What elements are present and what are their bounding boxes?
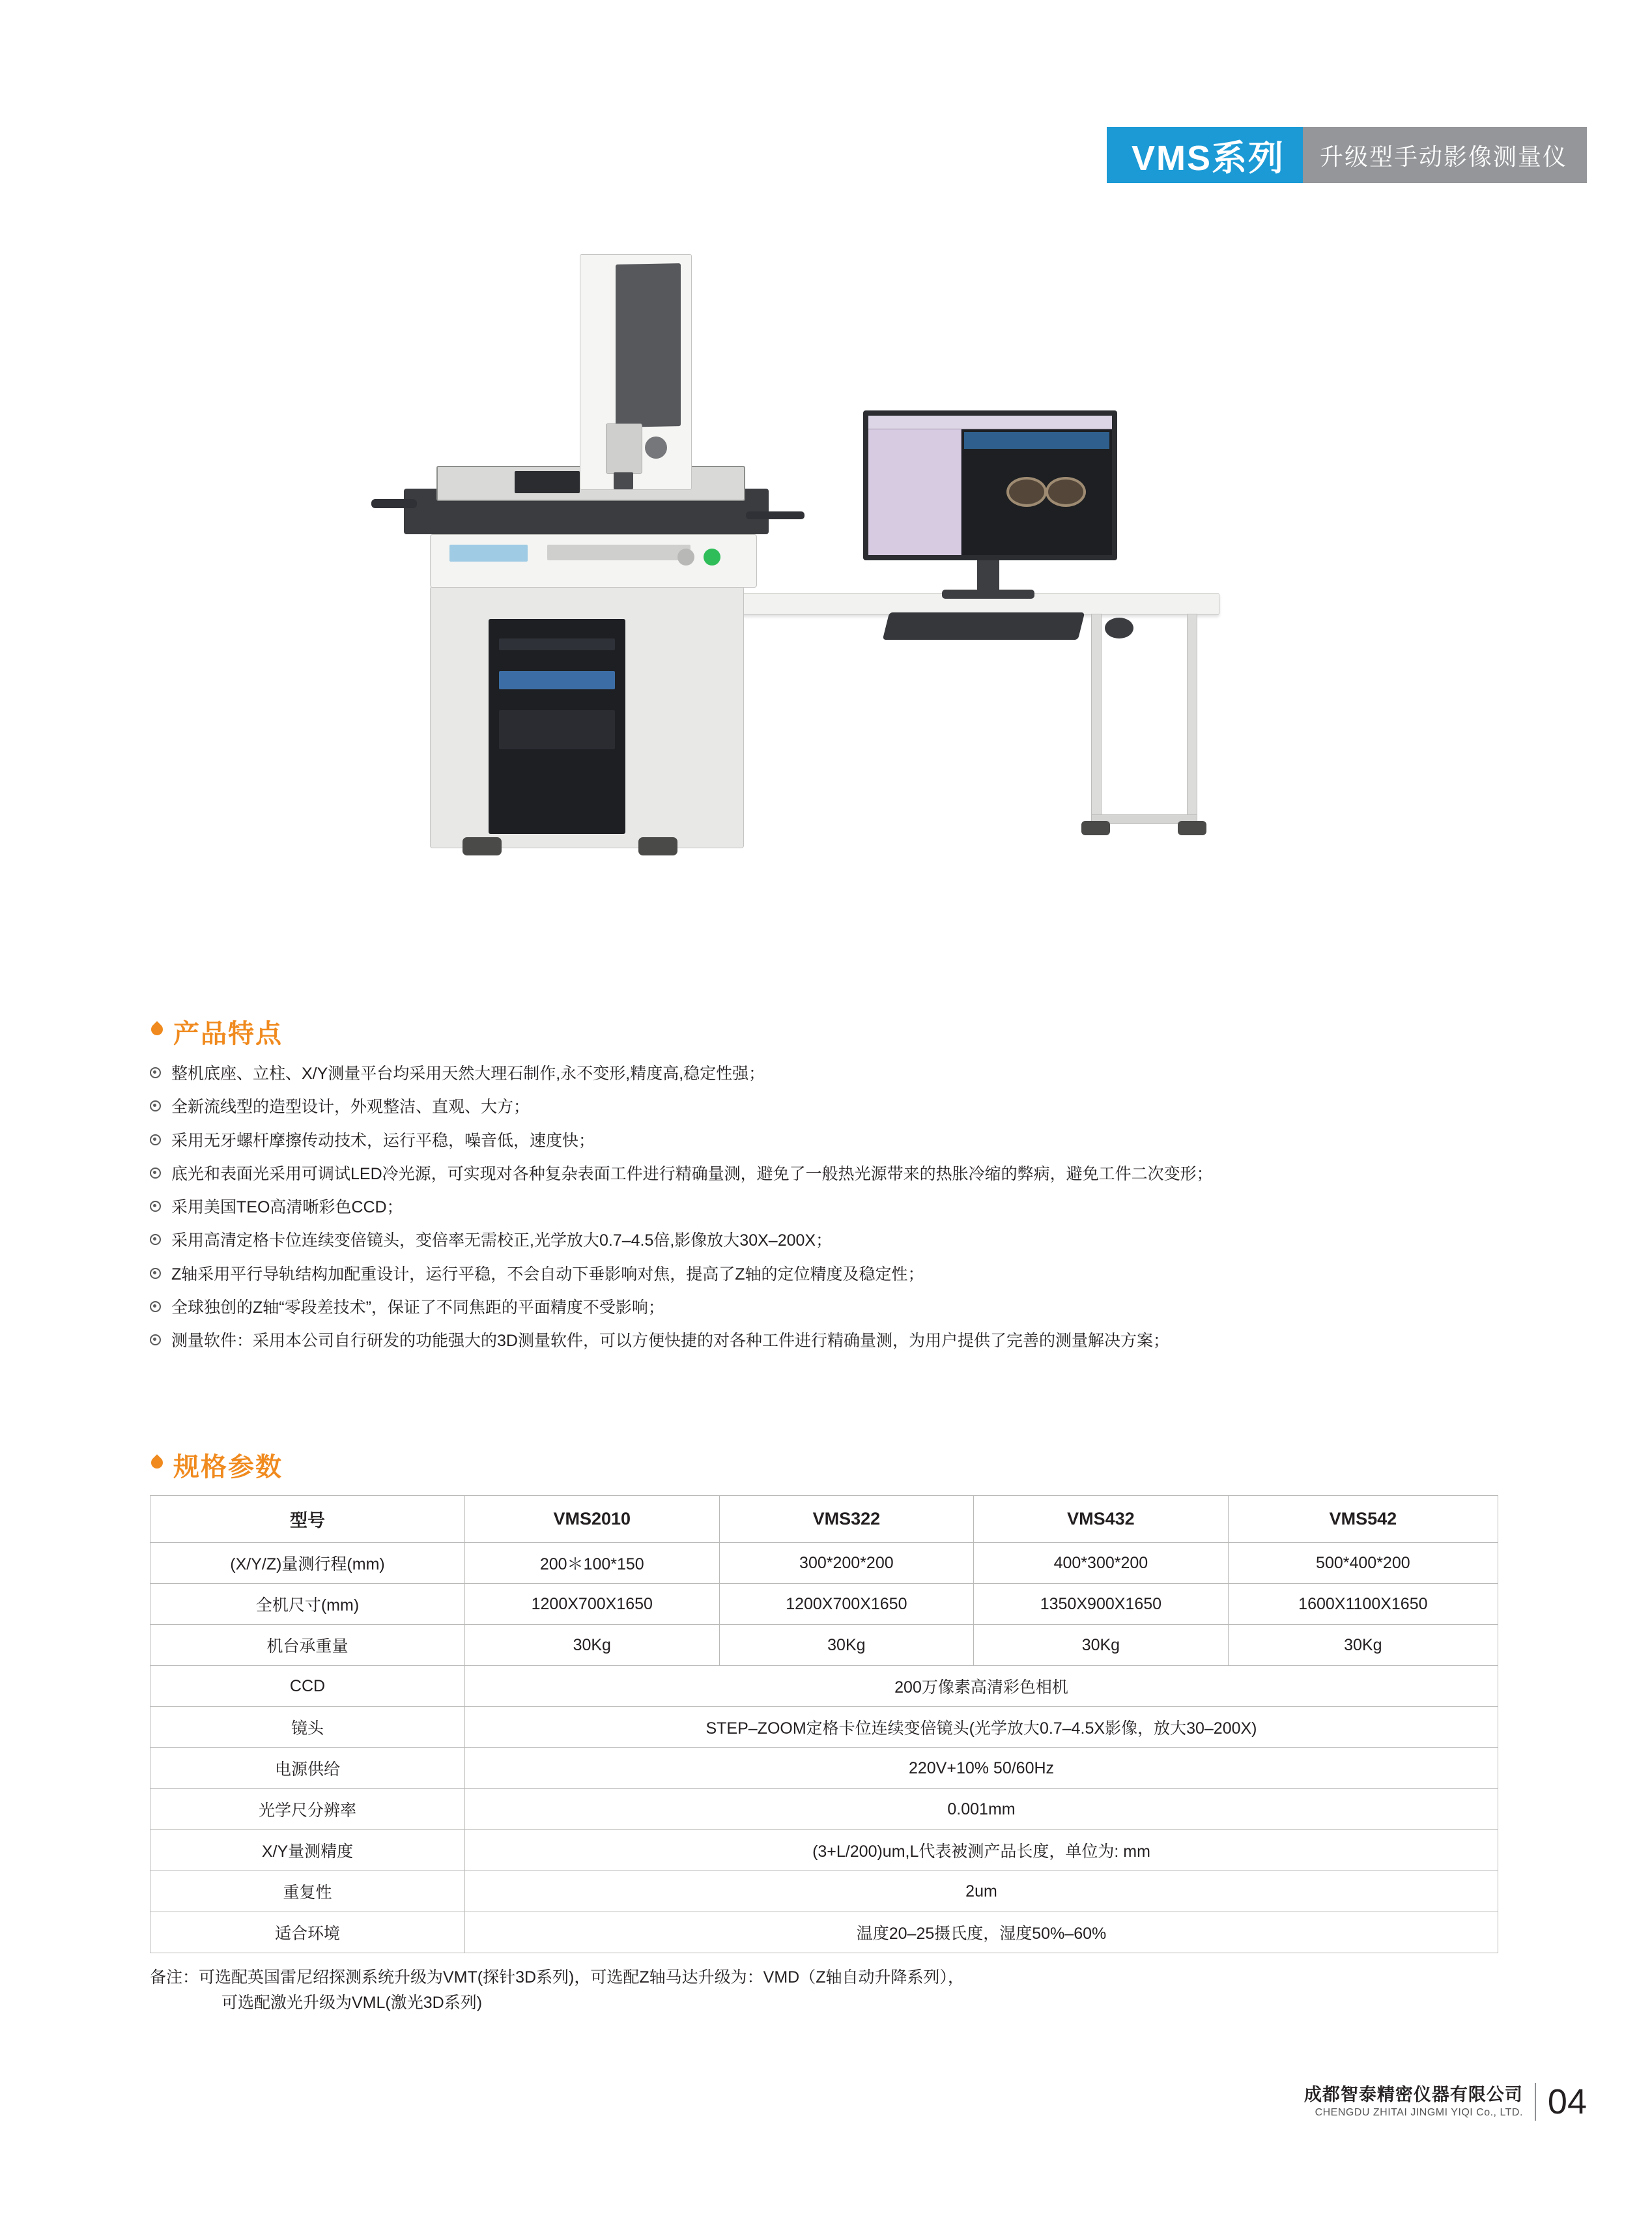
cabinet-foot-right bbox=[638, 837, 677, 855]
cell: 1600X1100X1650 bbox=[1228, 1584, 1498, 1625]
pc-front-panel bbox=[499, 671, 615, 689]
desk-foot-right bbox=[1178, 821, 1206, 835]
column-header: VMS432 bbox=[974, 1496, 1229, 1543]
table-row bbox=[150, 1871, 1498, 1912]
cell: 30Kg bbox=[465, 1625, 720, 1666]
table-row bbox=[150, 1584, 1498, 1625]
note-line-2: 可选配激光升级为VML(激光3D系列) bbox=[221, 1993, 483, 2012]
features-section bbox=[150, 1013, 1213, 1362]
cell: 2um bbox=[465, 1871, 1498, 1912]
column-dark-panel bbox=[616, 261, 894, 427]
row-label: CCD bbox=[150, 1666, 465, 1707]
lens-housing bbox=[606, 423, 642, 474]
footer-divider bbox=[1535, 2083, 1536, 2121]
feature-text: 全新流线型的造型设计，外观整洁、直观、大方； bbox=[171, 1098, 530, 1117]
stage-aperture bbox=[515, 471, 580, 493]
table-row bbox=[150, 1748, 1498, 1789]
camera-view-header bbox=[964, 432, 1109, 449]
bullet-icon bbox=[150, 1168, 161, 1179]
row-label: 光学尺分辨率 bbox=[150, 1789, 465, 1830]
feature-text: 采用无牙螺杆摩擦传动技术，运行平稳，噪音低，速度快； bbox=[171, 1131, 595, 1150]
company-name-cn: 成都智泰精密仪器有限公司 bbox=[1303, 2085, 1523, 2105]
list-item bbox=[150, 1229, 1213, 1252]
specs-heading bbox=[150, 1446, 1498, 1484]
bullet-icon bbox=[150, 1268, 161, 1279]
table-row bbox=[150, 1912, 1498, 1953]
cell: 300*200*200 bbox=[719, 1543, 974, 1584]
keyboard bbox=[883, 612, 1085, 640]
cell: 200＊100*150 bbox=[465, 1543, 720, 1584]
bullet-icon bbox=[150, 1134, 161, 1145]
specs-title: 规格参数 bbox=[173, 1453, 283, 1482]
list-item bbox=[150, 1062, 1213, 1085]
cell: 30Kg bbox=[719, 1625, 974, 1666]
table-header-row bbox=[150, 1496, 1498, 1543]
row-label: 镜头 bbox=[150, 1707, 465, 1748]
monitor-stand bbox=[977, 560, 999, 593]
cell: STEP–ZOOM定格卡位连续变倍镜头(光学放大0.7–4.5X影像，放大30–200X) bbox=[465, 1707, 1498, 1748]
note-line-1: 备注：可选配英国雷尼绍探测系统升级为VMT(探针3D系列)，可选配Z轴马达升级为：VMD（Z轴自动升降系列）， bbox=[150, 1968, 964, 1986]
monitor-base bbox=[942, 590, 1034, 599]
feature-text: Z轴采用平行导轨结构加配重设计，运行平稳，不会自动下垂影响对焦，提高了Z轴的定位精度及稳定性； bbox=[171, 1265, 924, 1283]
table-row bbox=[150, 1543, 1498, 1584]
row-label: 全机尺寸(mm) bbox=[150, 1584, 465, 1625]
lens-objective bbox=[614, 472, 633, 489]
mouse bbox=[1105, 618, 1133, 638]
stage-handle-left bbox=[371, 499, 417, 508]
bullet-icon bbox=[150, 1234, 161, 1245]
table-row bbox=[150, 1830, 1498, 1871]
feature-text: 整机底座、立柱、X/Y测量平台均采用天然大理石制作,永不变形,精度高,稳定性强； bbox=[171, 1065, 765, 1083]
monitor-screen bbox=[868, 416, 1112, 555]
list-item bbox=[150, 1196, 1213, 1219]
cell: 温度20–25摄氏度，湿度50%–60% bbox=[465, 1912, 1498, 1953]
column-header: VMS542 bbox=[1228, 1496, 1498, 1543]
machine-brand-logo: AI-Vision bbox=[873, 261, 894, 351]
water-drop-icon bbox=[150, 1022, 164, 1042]
cell: 220V+10% 50/60Hz bbox=[465, 1748, 1498, 1789]
features-heading bbox=[150, 1013, 1213, 1050]
cell: 30Kg bbox=[1228, 1625, 1498, 1666]
desk-leg-right bbox=[1187, 614, 1197, 824]
row-label: 电源供给 bbox=[150, 1748, 465, 1789]
power-button-gray bbox=[677, 549, 694, 566]
bullet-icon bbox=[150, 1201, 161, 1212]
cell: 0.001mm bbox=[465, 1789, 1498, 1830]
workpiece-hole-1 bbox=[1006, 477, 1047, 507]
list-item bbox=[150, 1129, 1213, 1153]
cell: 1200X700X1650 bbox=[465, 1584, 720, 1625]
column-header: VMS322 bbox=[719, 1496, 974, 1543]
software-camera-view bbox=[961, 429, 1112, 555]
bullet-icon bbox=[150, 1301, 161, 1312]
water-drop-icon bbox=[150, 1455, 164, 1475]
software-toolbar bbox=[868, 416, 1112, 429]
desk-leg-left bbox=[1091, 614, 1102, 824]
bullet-icon bbox=[150, 1067, 161, 1078]
stage-handle-right bbox=[746, 511, 805, 519]
bullet-icon bbox=[150, 1334, 161, 1345]
series-title: VMS系列 bbox=[1107, 127, 1303, 183]
bullet-icon bbox=[150, 1100, 161, 1111]
row-label: X/Y量测精度 bbox=[150, 1830, 465, 1871]
cabinet-foot-left bbox=[463, 837, 502, 855]
company-info bbox=[1304, 2084, 1523, 2119]
feature-text: 采用高清定格卡位连续变倍镜头，变倍率无需校正,光学放大0.7–4.5倍,影像放大30X–200X； bbox=[171, 1231, 833, 1250]
desk-foot-left bbox=[1081, 821, 1110, 835]
row-label: 机台承重量 bbox=[150, 1625, 465, 1666]
focus-knob bbox=[645, 437, 667, 459]
features-title: 产品特点 bbox=[173, 1020, 283, 1048]
table-row bbox=[150, 1789, 1498, 1830]
feature-text: 采用美国TEO高清晰彩色CCD； bbox=[171, 1198, 403, 1216]
column-header: 型号 bbox=[150, 1496, 465, 1543]
pc-optical-drive bbox=[499, 638, 615, 650]
specs-section bbox=[150, 1446, 1498, 2016]
list-item bbox=[150, 1329, 1213, 1353]
product-photo bbox=[365, 215, 1225, 971]
row-label: 重复性 bbox=[150, 1871, 465, 1912]
base-brand-label bbox=[449, 545, 528, 562]
page-number: 04 bbox=[1547, 2082, 1587, 2121]
cell: 1350X900X1650 bbox=[974, 1584, 1229, 1625]
software-body bbox=[868, 429, 1112, 555]
company-name-en: CHENGDU ZHITAI JINGMI YIQI Co., LTD. bbox=[1315, 2106, 1523, 2118]
cell: 400*300*200 bbox=[974, 1543, 1229, 1584]
cell: 1200X700X1650 bbox=[719, 1584, 974, 1625]
pc-vent-grille bbox=[499, 710, 615, 749]
list-item bbox=[150, 1162, 1213, 1186]
table-row bbox=[150, 1666, 1498, 1707]
feature-text: 底光和表面光采用可调试LED冷光源，可实现对各种复杂表面工件进行精确量测，避免了一般热光源带来的热胀冷缩的弊病，避免工件二次变形； bbox=[171, 1164, 1213, 1183]
base-text-strip bbox=[547, 545, 691, 560]
cell: 200万像素高清彩色相机 bbox=[465, 1666, 1498, 1707]
page-footer bbox=[1304, 2082, 1587, 2122]
row-label: (X/Y/Z)量测行程(mm) bbox=[150, 1543, 465, 1584]
power-button-green bbox=[704, 549, 720, 566]
software-side-panel bbox=[868, 429, 961, 555]
feature-text: 测量软件：采用本公司自行研发的功能强大的3D测量软件，可以方便快捷的对各种工件进行精确量测，为用户提供了完善的测量解决方案； bbox=[171, 1332, 1169, 1350]
list-item bbox=[150, 1296, 1213, 1319]
list-item bbox=[150, 1263, 1213, 1286]
cell: 30Kg bbox=[974, 1625, 1229, 1666]
list-item bbox=[150, 1095, 1213, 1119]
table-row bbox=[150, 1707, 1498, 1748]
workpiece-hole-2 bbox=[1046, 477, 1086, 507]
table-row bbox=[150, 1625, 1498, 1666]
row-label: 适合环境 bbox=[150, 1912, 465, 1953]
monitor bbox=[863, 410, 1117, 560]
specifications-table bbox=[150, 1495, 1498, 1953]
cell: 500*400*200 bbox=[1228, 1543, 1498, 1584]
specs-note bbox=[150, 1965, 1498, 2016]
header-banner bbox=[1107, 127, 1587, 183]
series-subtitle: 升级型手动影像测量仪 bbox=[1303, 127, 1587, 183]
feature-text: 全球独创的Z轴“零段差技术”，保证了不同焦距的平面精度不受影响； bbox=[171, 1298, 664, 1317]
column-header: VMS2010 bbox=[465, 1496, 720, 1543]
cell: (3+L/200)um,L代表被测产品长度，单位为: mm bbox=[465, 1830, 1498, 1871]
